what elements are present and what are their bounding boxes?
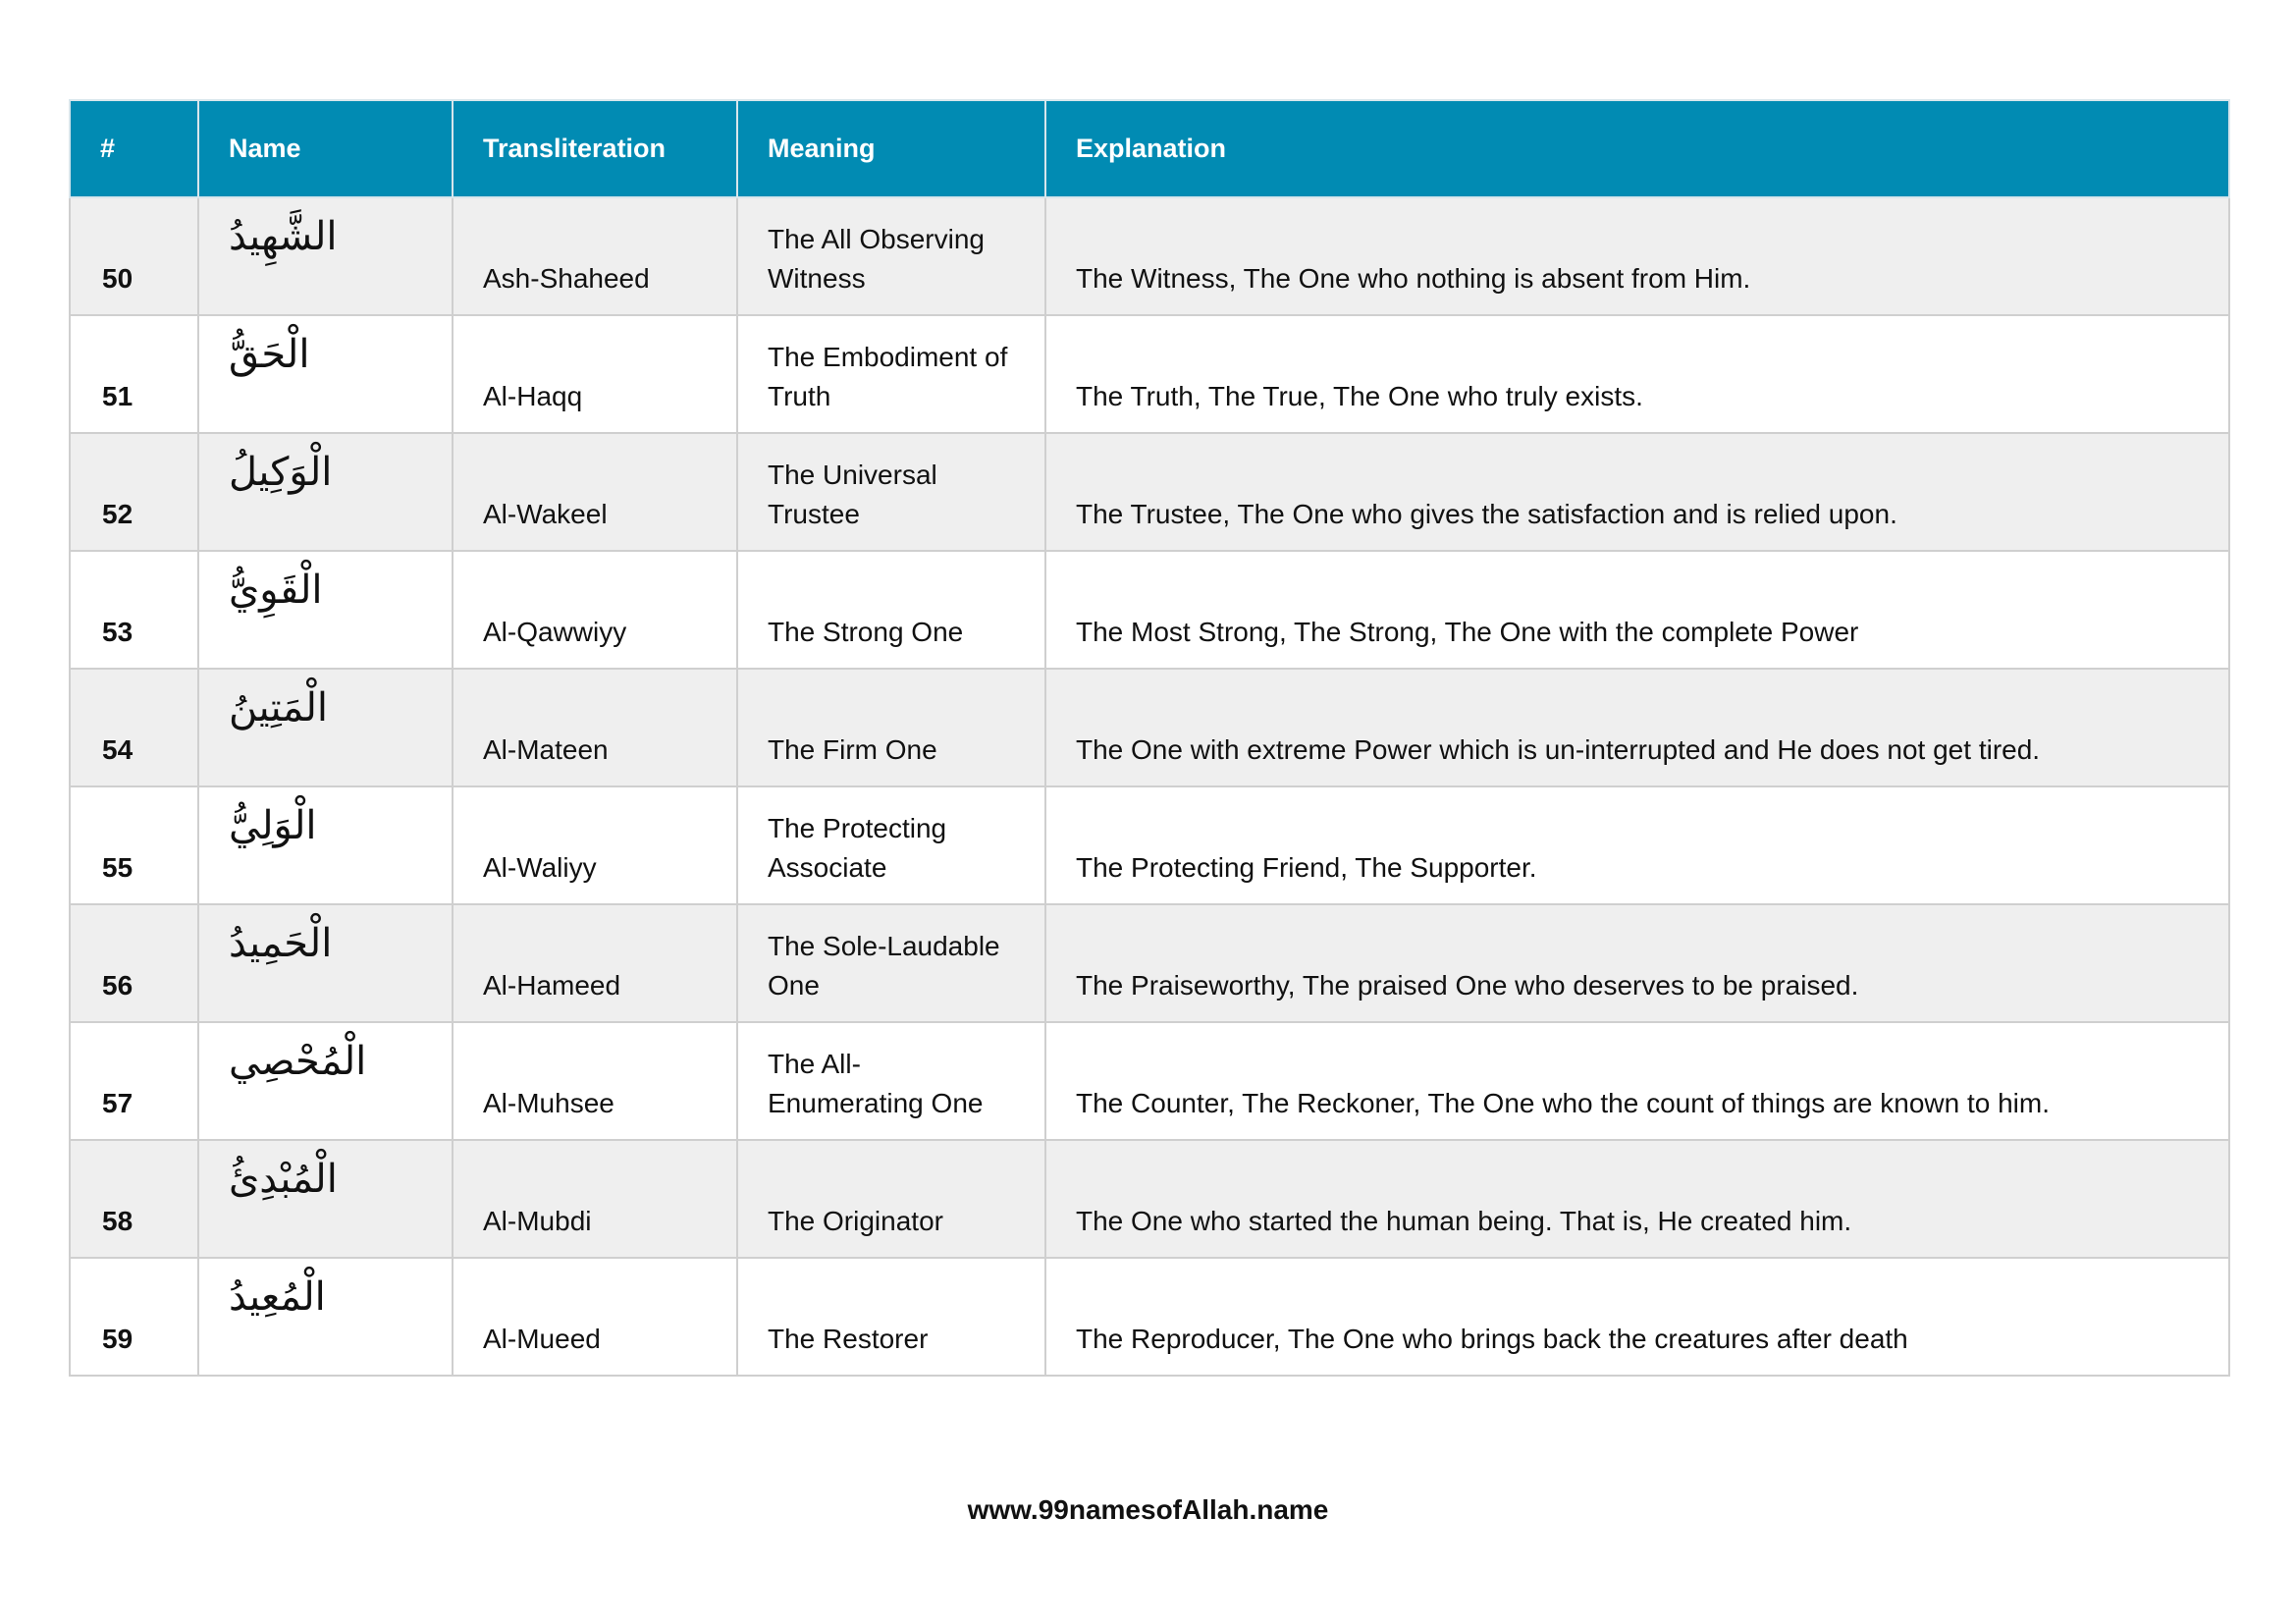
explanation: The Witness, The One who nothing is absent from Him. (1045, 197, 2229, 315)
explanation: The Most Strong, The Strong, The One with the complete Power (1045, 551, 2229, 669)
transliteration: Al-Mateen (453, 669, 737, 786)
footer-website: www.99namesofAllah.name (967, 1494, 1329, 1525)
meaning: The Strong One (737, 551, 1045, 669)
arabic-name (198, 1258, 453, 1376)
transliteration: Al-Hameed (453, 904, 737, 1022)
arabic-name-text: الْوَلِيُّ (229, 803, 317, 848)
arabic-name-text: الشَّهِيدُ (229, 214, 338, 259)
row-number: 51 (70, 315, 198, 433)
arabic-name-text: الْمُحْصِي (229, 1039, 367, 1084)
arabic-name (198, 1140, 453, 1258)
arabic-name-text: الْقَوِيُّ (229, 568, 323, 613)
arabic-name-text: الْوَكِيلُ (229, 450, 333, 495)
row-number: 52 (70, 433, 198, 551)
arabic-name (198, 315, 453, 433)
names-table (69, 99, 2230, 1377)
explanation: The Praiseworthy, The praised One who deserves to be praised. (1045, 904, 2229, 1022)
table-row (70, 197, 2229, 315)
table-row (70, 433, 2229, 551)
row-number: 50 (70, 197, 198, 315)
table-row (70, 315, 2229, 433)
table-row (70, 551, 2229, 669)
meaning: The All-Enumerating One (737, 1022, 1045, 1140)
meaning: The All Observing Witness (737, 197, 1045, 315)
row-number: 55 (70, 786, 198, 904)
row-number: 54 (70, 669, 198, 786)
row-number: 58 (70, 1140, 198, 1258)
meaning: The Protecting Associate (737, 786, 1045, 904)
row-number: 53 (70, 551, 198, 669)
table-row (70, 1022, 2229, 1140)
meaning: The Firm One (737, 669, 1045, 786)
transliteration: Al-Haqq (453, 315, 737, 433)
table-row (70, 786, 2229, 904)
transliteration: Al-Muhsee (453, 1022, 737, 1140)
table-row (70, 1140, 2229, 1258)
transliteration: Al-Wakeel (453, 433, 737, 551)
transliteration: Ash-Shaheed (453, 197, 737, 315)
explanation: The One who started the human being. That is, He created him. (1045, 1140, 2229, 1258)
header-meaning: Meaning (737, 100, 1045, 197)
arabic-name-text: الْمَتِينُ (229, 685, 329, 731)
transliteration: Al-Mueed (453, 1258, 737, 1376)
arabic-name-text: الْحَمِيدُ (229, 921, 333, 966)
explanation: The Reproducer, The One who brings back the creatures after death (1045, 1258, 2229, 1376)
explanation: The Truth, The True, The One who truly exists. (1045, 315, 2229, 433)
table-row (70, 1258, 2229, 1376)
arabic-name (198, 551, 453, 669)
header-transliteration: Transliteration (453, 100, 737, 197)
row-number: 59 (70, 1258, 198, 1376)
row-number: 56 (70, 904, 198, 1022)
arabic-name-text: الْمُبْدِئُ (229, 1157, 338, 1202)
meaning: The Embodiment of Truth (737, 315, 1045, 433)
arabic-name (198, 786, 453, 904)
table-row (70, 669, 2229, 786)
arabic-name-text: الْمُعِيدُ (229, 1274, 326, 1320)
explanation: The Counter, The Reckoner, The One who the count of things are known to him. (1045, 1022, 2229, 1140)
meaning: The Sole-Laudable One (737, 904, 1045, 1022)
arabic-name-text: الْحَقُّ (229, 332, 310, 377)
arabic-name (198, 433, 453, 551)
transliteration: Al-Qawwiyy (453, 551, 737, 669)
meaning: The Restorer (737, 1258, 1045, 1376)
header-name: Name (198, 100, 453, 197)
meaning: The Originator (737, 1140, 1045, 1258)
header-explanation: Explanation (1045, 100, 2229, 197)
arabic-name (198, 669, 453, 786)
transliteration: Al-Mubdi (453, 1140, 737, 1258)
transliteration: Al-Waliyy (453, 786, 737, 904)
row-number: 57 (70, 1022, 198, 1140)
arabic-name (198, 904, 453, 1022)
explanation: The Trustee, The One who gives the satisfaction and is relied upon. (1045, 433, 2229, 551)
header-row (70, 100, 2229, 197)
explanation: The One with extreme Power which is un-interrupted and He does not get tired. (1045, 669, 2229, 786)
arabic-name (198, 1022, 453, 1140)
arabic-name (198, 197, 453, 315)
table-row (70, 904, 2229, 1022)
header-number: # (70, 100, 198, 197)
explanation: The Protecting Friend, The Supporter. (1045, 786, 2229, 904)
meaning: The Universal Trustee (737, 433, 1045, 551)
